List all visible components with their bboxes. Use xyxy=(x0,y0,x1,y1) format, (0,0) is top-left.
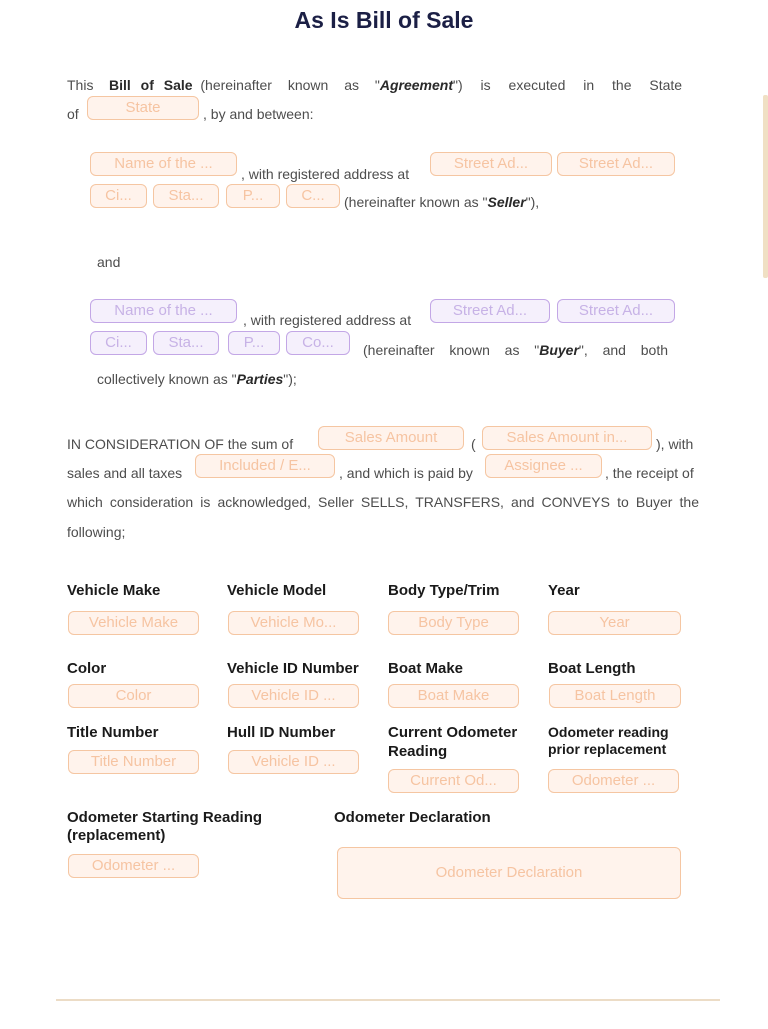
parties-label: Parties xyxy=(236,371,284,387)
buyer-state-field[interactable]: Sta... xyxy=(153,331,219,355)
seller-known-close: "), xyxy=(525,194,540,210)
paren-open: ( xyxy=(471,436,476,452)
intro-text-executed: ") is executed in the State xyxy=(453,77,683,93)
intro-line-1 xyxy=(67,76,699,94)
consideration-text-5: which consideration is acknowledged, Seller SELLS, TRANSFERS, and CONVEYS to Buyer the xyxy=(67,494,699,510)
vehicle-id-field[interactable]: Vehicle ID ... xyxy=(228,684,359,708)
intro-text-agreement: Agreement xyxy=(379,77,454,93)
footer-divider xyxy=(56,999,720,1001)
vehicle-make-label: Vehicle Make xyxy=(67,582,161,599)
boat-make-label: Boat Make xyxy=(388,660,464,677)
odometer-prior-label-2: prior replacement xyxy=(548,741,667,757)
sales-amount-field[interactable]: Sales Amount xyxy=(318,426,464,450)
buyer-known-as xyxy=(363,341,668,359)
buyer-role-label: Buyer xyxy=(539,342,579,358)
odometer-prior-label-1: Odometer reading xyxy=(548,724,669,740)
buyer-country-field[interactable]: Co... xyxy=(286,331,350,355)
body-type-label: Body Type/Trim xyxy=(388,582,500,599)
included-field[interactable]: Included / E... xyxy=(195,454,335,478)
body-type-field[interactable]: Body Type xyxy=(388,611,519,635)
consideration-text-4: , the receipt of xyxy=(605,465,694,481)
seller-name-field[interactable]: Name of the ... xyxy=(90,152,237,176)
odometer-prior-field[interactable]: Odometer ... xyxy=(548,769,679,793)
vehicle-id-label: Vehicle ID Number xyxy=(227,660,359,677)
parties-text: collectively known as " xyxy=(97,371,237,387)
odometer-declaration-field[interactable]: Odometer Declaration xyxy=(337,847,681,899)
seller-role-label: Seller xyxy=(487,194,526,210)
title-number-field[interactable]: Title Number xyxy=(68,750,199,774)
odometer-start-label-1: Odometer Starting Reading xyxy=(67,809,263,826)
buyer-known-close: ", and both xyxy=(578,342,668,358)
seller-known-as xyxy=(344,193,539,211)
hull-id-field[interactable]: Vehicle ID ... xyxy=(228,750,359,774)
consideration-text-1: IN CONSIDERATION OF the sum of xyxy=(67,436,294,452)
buyer-street-2-field[interactable]: Street Ad... xyxy=(557,299,675,323)
seller-street-1-field[interactable]: Street Ad... xyxy=(430,152,552,176)
intro-text-by-and-between: , by and between: xyxy=(203,106,314,122)
boat-make-field[interactable]: Boat Make xyxy=(388,684,519,708)
parties-close: "); xyxy=(283,371,297,387)
title-number-label: Title Number xyxy=(67,724,159,741)
vehicle-make-field[interactable]: Vehicle Make xyxy=(68,611,199,635)
buyer-street-1-field[interactable]: Street Ad... xyxy=(430,299,550,323)
seller-address-text: , with registered address at xyxy=(241,166,410,182)
and-text: and xyxy=(97,254,121,270)
seller-city-field[interactable]: Ci... xyxy=(90,184,147,208)
vehicle-model-field[interactable]: Vehicle Mo... xyxy=(228,611,359,635)
color-field[interactable]: Color xyxy=(68,684,199,708)
current-odometer-label-2: Reading xyxy=(388,743,448,760)
buyer-city-field[interactable]: Ci... xyxy=(90,331,147,355)
scrollbar-thumb[interactable] xyxy=(763,95,768,278)
intro-text-bill-of-sale: Bill of Sale xyxy=(109,77,193,93)
boat-length-label: Boat Length xyxy=(548,660,636,677)
intro-text-of: of xyxy=(67,106,79,122)
seller-known-text: (hereinafter known as " xyxy=(344,194,488,210)
odometer-declaration-label: Odometer Declaration xyxy=(334,809,491,826)
year-field[interactable]: Year xyxy=(548,611,681,635)
seller-street-2-field[interactable]: Street Ad... xyxy=(557,152,675,176)
odometer-start-label-2: (replacement) xyxy=(67,827,166,844)
vehicle-model-label: Vehicle Model xyxy=(227,582,327,599)
year-label: Year xyxy=(548,582,580,599)
paren-close-text: ), with xyxy=(656,436,694,452)
sales-amount-words-field[interactable]: Sales Amount in... xyxy=(482,426,652,450)
odometer-start-field[interactable]: Odometer ... xyxy=(68,854,199,878)
buyer-address-text: , with registered address at xyxy=(243,312,412,328)
seller-state-field[interactable]: Sta... xyxy=(153,184,219,208)
intro-text-this: This xyxy=(67,77,94,93)
buyer-postal-field[interactable]: P... xyxy=(228,331,280,355)
hull-id-label: Hull ID Number xyxy=(227,724,336,741)
state-field[interactable]: State xyxy=(87,96,199,120)
seller-country-field[interactable]: C... xyxy=(286,184,340,208)
intro-text-hereinafter: (hereinafter known as " xyxy=(200,77,380,93)
assignee-field[interactable]: Assignee ... xyxy=(485,454,602,478)
buyer-known-text: (hereinafter known as " xyxy=(363,342,540,358)
consideration-text-2: sales and all taxes xyxy=(67,465,183,481)
color-label: Color xyxy=(67,660,107,677)
boat-length-field[interactable]: Boat Length xyxy=(549,684,681,708)
consideration-text-3: , and which is paid by xyxy=(339,465,473,481)
buyer-name-field[interactable]: Name of the ... xyxy=(90,299,237,323)
page-title: As Is Bill of Sale xyxy=(294,7,474,33)
consideration-text-6: following; xyxy=(67,524,126,540)
parties-line xyxy=(97,370,297,388)
seller-postal-field[interactable]: P... xyxy=(226,184,280,208)
current-odometer-label-1: Current Odometer xyxy=(388,724,518,741)
current-odometer-field[interactable]: Current Od... xyxy=(388,769,519,793)
